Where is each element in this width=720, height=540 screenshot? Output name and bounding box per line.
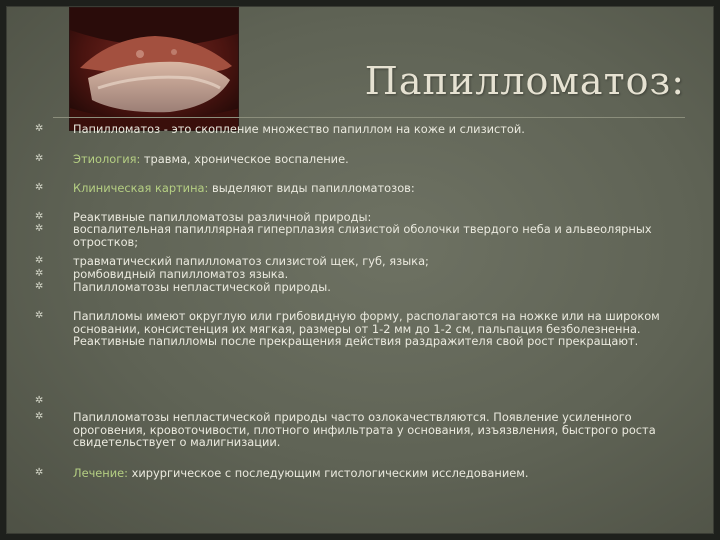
item-text: травматический папилломатоз слизистой щек, губ, языка;: [73, 254, 429, 268]
sun-bullet-icon: ✲: [35, 411, 44, 422]
slide: [6, 6, 714, 534]
item-text: Этиология: травма, хроническое воспаление.: [73, 152, 349, 166]
title-divider: [53, 117, 685, 118]
item-text: Клиническая картина: выделяют виды папилломатозов:: [73, 181, 415, 195]
sun-bullet-icon: ✲: [35, 223, 44, 234]
item-label: Этиология:: [73, 152, 141, 166]
sun-bullet-icon: ✲: [35, 211, 44, 222]
sun-bullet-icon: ✲: [35, 153, 44, 164]
sun-bullet-icon: ✲: [35, 123, 44, 134]
sun-bullet-icon: ✲: [35, 395, 44, 406]
item-text: Папилломы имеют округлую или грибовидную форму, располагаются на ножке или на широком основании, консистенция их мягкая, размеры от 1-2 мм до 1-2 см, пальпация безболезненна. Реактивные папилломы после прекращения действия раздражителя свой рост прекращают.: [73, 309, 660, 348]
item-text: Папилломатозы непластической природы часто озлокачествляются. Появление усиленного ороговения, кровоточивости, плотного инфильтрата у основания, изъязвления, быстрого роста свидетельствует о малигнизации.: [73, 410, 656, 449]
sun-bullet-icon: ✲: [35, 310, 44, 321]
sun-bullet-icon: ✲: [35, 182, 44, 193]
item-label: Лечение:: [73, 466, 129, 480]
item-text: ромбовидный папилломатоз языка.: [73, 267, 289, 281]
item-text: Реактивные папилломатозы различной природы:: [73, 210, 372, 224]
sun-bullet-icon: ✲: [35, 281, 44, 292]
sun-bullet-icon: ✲: [35, 467, 44, 478]
sun-bullet-icon: ✲: [35, 255, 44, 266]
sun-bullet-icon: ✲: [35, 268, 44, 279]
clinical-photo: [69, 7, 239, 131]
item-text: Лечение: хирургическое с последующим гистологическим исследованием.: [73, 466, 529, 480]
item-text: воспалительная папиллярная гиперплазия слизистой оболочки твердого неба и альвеолярных отростков;: [73, 222, 652, 249]
slide-title: Папилломатоз:: [364, 59, 685, 103]
item-text: Папилломатоз - это скопление множество папиллом на коже и слизистой.: [73, 122, 525, 136]
item-label: Клиническая картина:: [73, 181, 209, 195]
item-text: Папилломатозы непластической природы.: [73, 280, 331, 294]
